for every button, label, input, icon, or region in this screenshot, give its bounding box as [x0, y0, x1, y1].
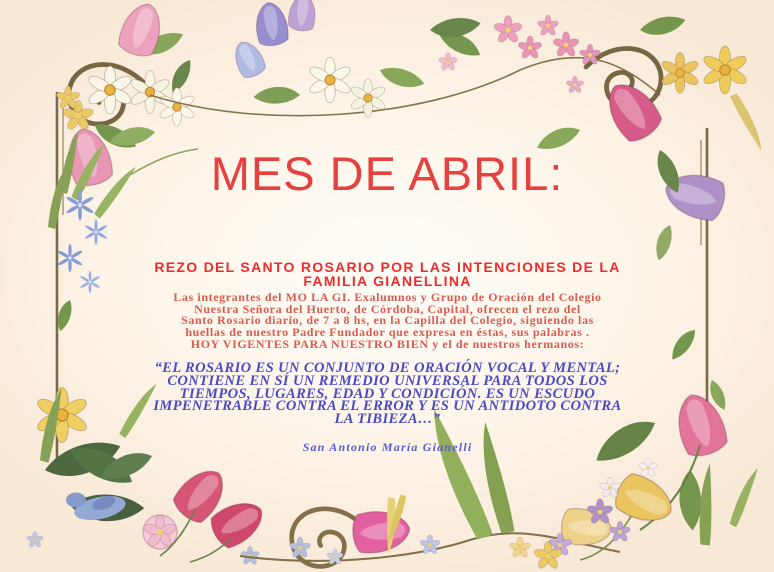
- quote-line-2: CONTIENE EN SÍ UN REMEDIO UNIVERSAL PARA TODOS LOS: [167, 373, 608, 389]
- body-line-4: huellas de nuestro Padre Fundador que expresa en éstas, sus palabras .: [185, 325, 590, 339]
- quote-line-1: “EL ROSARIO ES UN CONJUNTO DE ORACIÓN VOCAL Y MENTAL;: [154, 360, 621, 376]
- heading-line-2: FAMILIA GIANELLINA: [303, 273, 472, 289]
- body-line-3: Santo Rosario diario, de 7 a 8 hs, en la Capilla del Colegio, siguiendo las: [181, 313, 594, 327]
- body-line-1: Las integrantes del MO LA GI. Exalumnos y Grupo de Oración del Colegio: [173, 290, 602, 304]
- quote-line-5: LA TIBIEZA…”: [334, 411, 441, 427]
- quote-line-4: IMPENETRABLE CONTRA EL ERROR Y ES UN ANTIDOTO CONTRA: [153, 398, 622, 414]
- body-line-5: HOY VIGENTES PARA NUESTRO BIEN y el de nuestros hermanos:: [190, 337, 585, 351]
- body-line-2: Nuestra Señora del Huerto, de Córdoba, Capital, ofrecen el rezo del: [194, 302, 581, 316]
- signature-text: San Antonio María Gianelli: [302, 440, 473, 454]
- quote-line-3: TIEMPOS, LUGARES, EDAD Y CONDICIÓN. ES UN ESCUDO: [179, 386, 596, 402]
- page-title: MES DE ABRIL:: [210, 147, 564, 200]
- heading-line-1: REZO DEL SANTO ROSARIO POR LAS INTENCIONES DE LA: [154, 259, 621, 275]
